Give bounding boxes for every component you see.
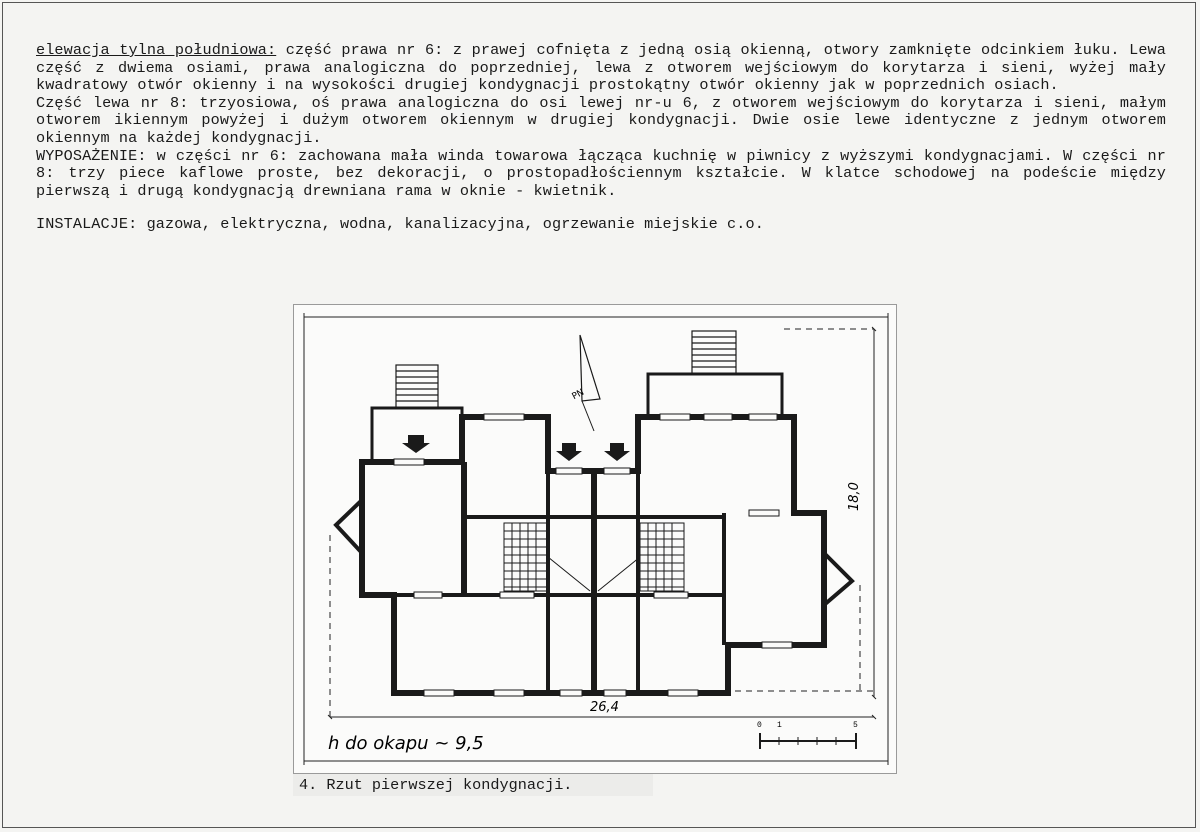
rear-elevation-heading: elewacja tylna południowa: [36,41,277,59]
floor-plan-drawing [294,305,898,775]
paragraph-left-part: Część lewa nr 8: trzyosiowa, oś prawa analogiczna do osi lewej nr-u 6, z otworem wejściowym do korytarza i sieni, małym otworem ikiennym powyżej i dużym otworem okiennym w drugiej kondygnacji. Dwie osie lewe identyczne z jednym otworem okiennym na każdej kondygnacji. [36,93,1166,147]
scale-tick-0: 0 [757,721,762,730]
building-walls [362,374,824,693]
width-dimension-label: 26,4 [590,700,619,715]
right-bay-window [824,553,852,605]
depth-dimension-label: 18,0 [847,482,862,511]
height-note: h do okapu ~ 9,5 [328,733,484,754]
floor-plan-figure [293,304,897,774]
scale-bar [760,733,856,749]
figure-caption: 4. Rzut pierwszej kondygnacji. [293,774,653,796]
north-label: PN [570,387,587,403]
rear-elevation-body: część prawa nr 6: z prawej cofnięta z jedną osią okienną, otwory zamknięte odcinkiem łuku. Lewa część z dwiema osiami, prawa analogiczna do poprzedniej, lewa z otworem wejściowym do korytarza i sieni, wyżej mały kwadratowy otwór okienny i na wysokości drugiej kondygnacji prostokątny otwór okienny jak w poprzednich osiach. [36,41,1166,95]
description-text [36,42,1166,234]
left-bay-window [336,500,362,553]
paragraph-installations: INSTALACJE: gazowa, elektryczna, wodna, kanalizacyjna, ogrzewanie miejskie c.o. [36,215,764,234]
entrance-arrows [402,435,630,461]
paragraph-equipment: WYPOSAŻENIE: w części nr 6: zachowana mała winda towarowa łącząca kuchnię w piwnicy z wyższymi kondygnacjami. W części nr 8: trzy piece kaflowe proste, bez dekoracji, o prostopadłościennym kształcie. W klatce schodowej na podeście między pierwszą i drugą kondygnacją drewniana rama w oknie - kwietnik. [36,146,1166,200]
paragraph-rear-elevation [36,42,1166,95]
scale-tick-1: 1 [777,721,782,730]
scale-tick-5: 5 [853,721,858,730]
north-arrow [571,335,600,431]
